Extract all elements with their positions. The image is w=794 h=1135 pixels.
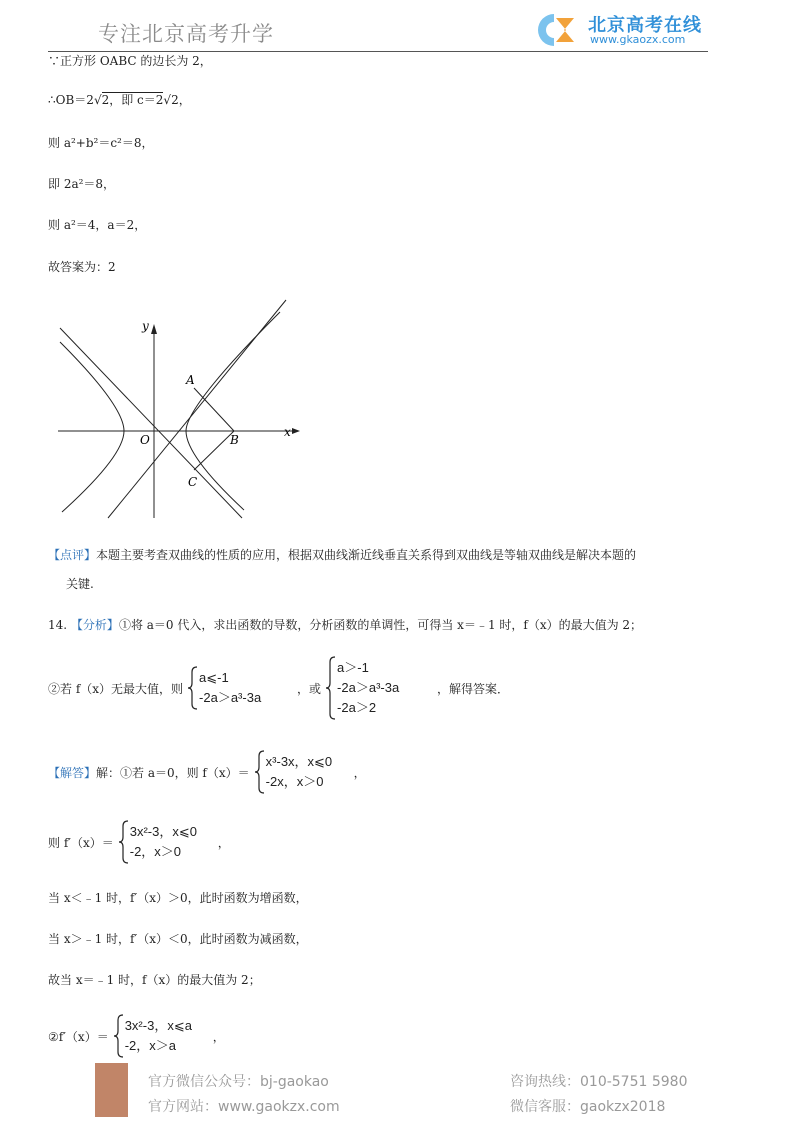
system-2 <box>325 656 437 720</box>
system-1 <box>187 666 297 710</box>
solution-line-2 <box>48 91 191 108</box>
solution-line-1: ∵正方形 OABC 的边长为 2， <box>48 54 212 68</box>
solution-line-2-b: 2，即 c＝2 <box>101 93 164 107</box>
system-1-row-1: a⩽-1 <box>199 670 229 685</box>
origin-label: O <box>140 433 150 447</box>
derivative-2-suffix: ， <box>212 1029 225 1044</box>
sqrt-icon: √ <box>163 93 172 107</box>
analysis-text: ①将 a＝0 代入，求出函数的导数，分析函数的单调性，可得当 x＝﹣1 时，f（x）的最大值为 2； <box>118 618 643 632</box>
x-axis-arrow <box>292 428 300 434</box>
hyperbola-right-branch <box>186 312 280 510</box>
derivative-2-system <box>113 1014 213 1058</box>
comment-text: 本题主要考查双曲线的性质的应用，根据双曲线渐近线垂直关系得到双曲线是等轴双曲线是解决本题的 <box>96 548 637 562</box>
system-2-row-3: -2a＞2 <box>337 700 377 715</box>
condition-prefix: ②若 f（x）无最大值，则 <box>48 681 184 696</box>
answer-system <box>254 750 354 794</box>
system-2-row-1: a＞-1 <box>337 660 369 675</box>
footer-accent-bar <box>95 1063 128 1117</box>
answer-row-2: -2x，x＞0 <box>265 774 324 789</box>
solution-line-4: 即 2a²＝8， <box>48 177 116 191</box>
hyperbola-left-branch <box>60 342 124 512</box>
footer-wechat-service: 微信客服：gaokzx2018 <box>510 1099 666 1115</box>
decreasing-line: 当 x＞﹣1 时，f′（x）＜0，此时函数为减函数， <box>48 932 308 946</box>
brace-icon <box>113 1014 125 1058</box>
footer-hotline: 咨询热线：010-5751 5980 <box>510 1074 688 1090</box>
derivative-system <box>118 820 218 864</box>
comment-tag: 【点评】 <box>48 548 97 562</box>
header-title: 专注北京高考升学 <box>98 22 274 46</box>
derivative-2-row-2: -2，x＞a <box>124 1038 176 1053</box>
asymptote-1 <box>60 328 242 518</box>
derivative-line <box>48 818 230 866</box>
point-b-label: B <box>230 433 239 447</box>
derivative-row-2: -2，x＞0 <box>129 844 182 859</box>
condition-suffix: ，解得答案． <box>437 681 510 696</box>
solution-line-6: 故答案为：2 <box>48 260 116 274</box>
analysis-tag: 【分析】 <box>70 618 119 632</box>
logo-url: www.gkaozx.com <box>590 33 686 46</box>
footer-wechat-public: 官方微信公众号：bj-gaokao <box>148 1074 329 1090</box>
brace-icon <box>325 656 337 720</box>
increasing-line: 当 x＜﹣1 时，f′（x）＞0，此时函数为增函数， <box>48 891 308 905</box>
q14-condition-line <box>48 650 509 726</box>
comment-line <box>48 546 636 563</box>
y-axis-label: y <box>142 319 149 333</box>
answer-row-1: x³-3x，x⩽0 <box>265 754 333 769</box>
square-edges <box>194 388 234 470</box>
solution-line-3: 则 a²+b²＝c²＝8， <box>48 136 154 150</box>
point-c-label: C <box>188 475 198 489</box>
brace-icon <box>118 820 130 864</box>
answer-suffix: ， <box>353 765 366 780</box>
derivative-2-prefix: ②f′（x）＝ <box>48 1029 109 1044</box>
comment-line-2: 关键. <box>66 577 94 591</box>
answer-prefix: 解：①若 a＝0，则 f（x）＝ <box>96 765 250 780</box>
point-a-label: A <box>186 373 195 387</box>
hyperbola-graph <box>48 298 300 520</box>
solution-line-2-c: 2， <box>171 93 191 107</box>
derivative-row-1: 3x²-3，x⩽0 <box>129 824 197 839</box>
footer-website[interactable]: 官方网站：www.gaokzx.com <box>148 1099 340 1115</box>
y-axis-arrow <box>151 324 157 334</box>
condition-mid: ，或 <box>297 681 322 696</box>
derivative-2-row-1: 3x²-3，x⩽a <box>124 1018 192 1033</box>
answer-line <box>48 748 366 796</box>
q14-analysis-line <box>48 616 642 633</box>
derivative-2-line <box>48 1012 225 1060</box>
derivative-suffix: ， <box>217 835 230 850</box>
solution-line-5: 则 a²＝4，a＝2， <box>48 218 147 232</box>
sqrt-icon: √ <box>93 93 102 107</box>
answer-tag: 【解答】 <box>48 765 97 780</box>
brace-icon <box>254 750 266 794</box>
system-2-row-2: -2a＞a³-3a <box>337 680 400 695</box>
q14-number: 14. <box>48 618 68 632</box>
maximum-line: 故当 x＝﹣1 时，f（x）的最大值为 2； <box>48 973 261 987</box>
system-1-row-2: -2a＞a³-3a <box>199 690 262 705</box>
logo-name: 北京高考在线 <box>588 15 702 36</box>
brace-icon <box>187 666 199 710</box>
derivative-prefix: 则 f′（x）＝ <box>48 835 114 850</box>
logo-icon <box>524 10 582 50</box>
solution-line-2-a: ∴OB＝2 <box>48 93 94 107</box>
x-axis-label: x <box>284 425 291 439</box>
